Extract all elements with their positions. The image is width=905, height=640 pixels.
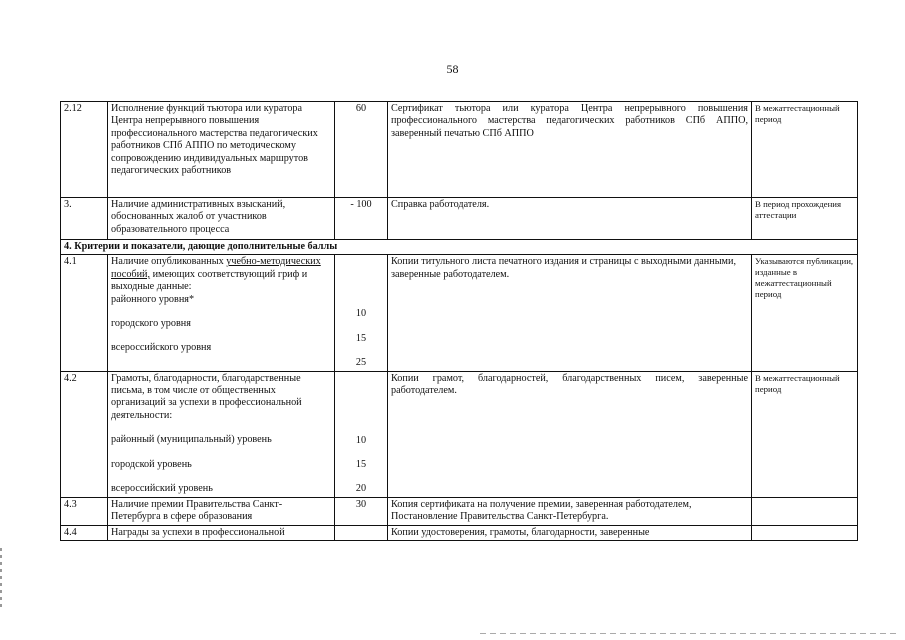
page-number: 58	[446, 62, 459, 76]
section-row	[61, 240, 858, 255]
table-row	[61, 497, 858, 525]
document-cell: Копия сертификата на получение премии, заверенная работодателем, Постановление Правительства Санкт-Петербурга.	[388, 497, 752, 525]
level-label: городской уровень	[111, 458, 192, 470]
row-number: 2.12	[61, 102, 108, 198]
score-cell: - 100	[335, 198, 388, 240]
table-row	[61, 102, 858, 198]
note-cell: Указываются публикации, изданные в межаттестационный период	[752, 255, 858, 371]
indicator-cell: Наличие премии Правительства Санкт-Петербурга в сфере образования	[108, 497, 335, 525]
note-cell: В межаттестационный период	[752, 371, 858, 497]
score-value: 10	[355, 308, 367, 320]
score-value: 15	[355, 332, 367, 344]
scan-artifact-bottom	[480, 633, 900, 634]
score-cell	[335, 525, 388, 540]
row-number: 4.3	[61, 497, 108, 525]
level-label: всероссийский уровень	[111, 483, 213, 495]
document-cell: Сертификат тьютора или куратора Центра непрерывного повышения профессионального мастерства педагогических работников СПб АППО, заверенный печатью СПб АППО	[388, 102, 752, 198]
table-row	[61, 198, 858, 240]
document-cell: Копии грамот, благодарностей, благодарственных писем, заверенные работодателем.	[388, 371, 752, 497]
table-row	[61, 371, 858, 497]
criteria-table	[60, 101, 858, 541]
indicator-text-underlined: учебно-методических пособий,	[111, 256, 321, 280]
note-cell: В межаттестационный период	[752, 102, 858, 198]
score-cell	[335, 255, 388, 371]
section-title: 4. Критерии и показатели, дающие дополнительные баллы	[61, 240, 858, 255]
score-value: 15	[355, 459, 367, 471]
level-label: всероссийского уровня	[111, 342, 212, 354]
indicator-text: Грамоты, благодарности, благодарственные письма, в том числе от общественных организаций за успехи в профессиональной деятельности:	[111, 372, 302, 421]
score-cell: 30	[335, 497, 388, 525]
indicator-cell: Исполнение функций тьютора или куратора Центра непрерывного повышения профессионального мастерства педагогических работников СПб АППО по методическому сопровождению индивидуальных маршрутов педагогических работников	[108, 102, 335, 198]
row-number: 4.1	[61, 255, 108, 371]
document-cell: Копии титульного листа печатного издания и страницы с выходными данными, заверенные работодателем.	[388, 255, 752, 371]
indicator-text-end: имеющих соответствующий гриф и выходные данные:	[111, 268, 308, 293]
level-label: районный (муниципальный) уровень	[111, 434, 272, 446]
row-number: 4.4	[61, 525, 108, 540]
note-cell: В период прохождения аттестации	[752, 198, 858, 240]
score-value: 10	[355, 434, 367, 446]
indicator-cell	[108, 371, 335, 497]
level-label: городского уровня	[111, 318, 191, 330]
table-row	[61, 255, 858, 371]
level-label: районного уровня*	[111, 293, 195, 305]
score-value: 20	[355, 483, 367, 495]
score-cell	[335, 371, 388, 497]
document-cell: Справка работодателя.	[388, 198, 752, 240]
indicator-cell	[108, 255, 335, 371]
indicator-cell: Награды за успехи в профессиональной	[108, 525, 335, 540]
score-value: 25	[355, 357, 367, 369]
score-cell: 60	[335, 102, 388, 198]
indicator-text-start: Наличие опубликованных	[111, 256, 227, 268]
note-cell	[752, 525, 858, 540]
indicator-cell: Наличие административных взысканий, обоснованных жалоб от участников образовательного процесса	[108, 198, 335, 240]
document-cell: Копии удостоверения, грамоты, благодарности, заверенные	[388, 525, 752, 540]
row-number: 4.2	[61, 371, 108, 497]
table-row	[61, 525, 858, 540]
scan-artifact-left	[0, 548, 2, 608]
note-cell	[752, 497, 858, 525]
row-number: 3.	[61, 198, 108, 240]
